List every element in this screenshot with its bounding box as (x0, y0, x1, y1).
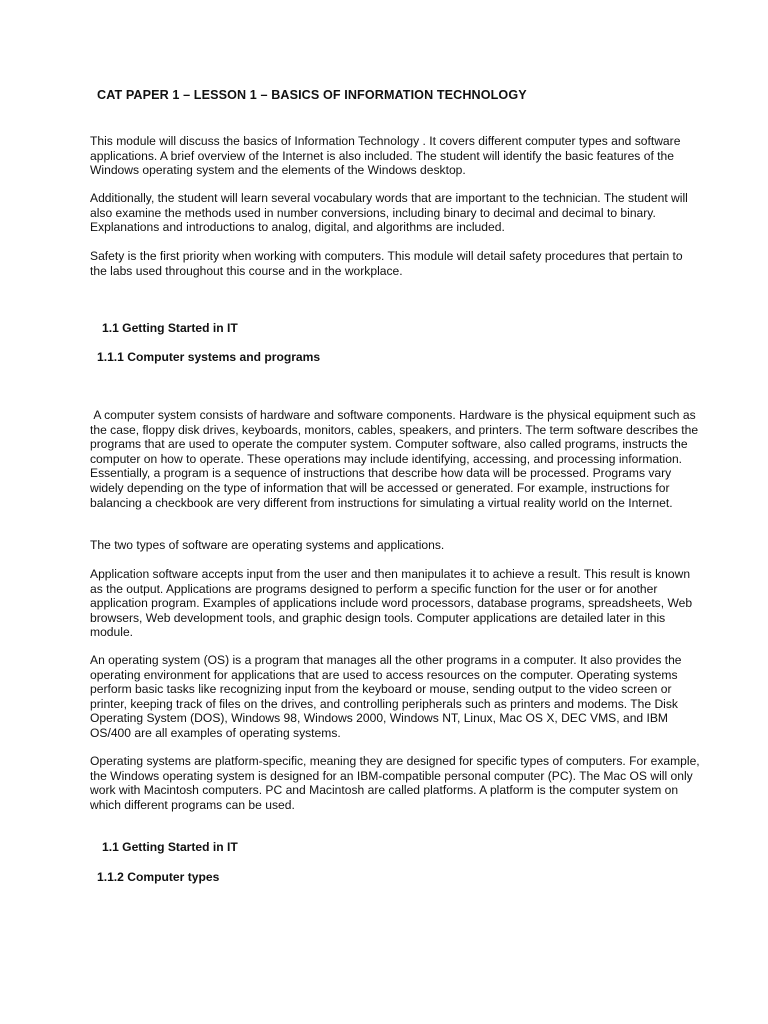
body-paragraph-platforms: Operating systems are platform-specific, meaning they are designed for specific types of computers. For example, the Windows operating system is designed for an IBM-compatible personal computer (PC). The Mac OS will only work with Macintosh computers. PC and Macintosh are called platforms. A platform is the computer system on which different programs can be used. (90, 754, 700, 812)
subsection-heading-1-1-2: 1.1.2 Computer types (97, 870, 220, 884)
body-paragraph-application-software: Application software accepts input from the user and then manipulates it to achieve a result. This result is known as the output. Applications are programs designed to perform a specific function for the user or for another application program. Examples of applications include word processors, database programs, spreadsheets, Web browsers, Web development tools, and graphic design tools. Computer applications are detailed later in this module. (90, 567, 693, 640)
body-paragraph-operating-system: An operating system (OS) is a program that manages all the other programs in a computer. It also provides the operating environment for applications that are used to access resources on the computer. Operating systems perform basic tasks like recognizing input from the keyboard or mouse, sending output to the video screen or printer, keeping track of files on the drives, and controlling peripherals such as printers and modems. The Disk Operating System (DOS), Windows 98, Windows 2000, Windows NT, Linux, Mac OS X, DEC VMS, and IBM OS/400 are all examples of operating systems. (90, 653, 682, 740)
subsection-heading-1-1-1: 1.1.1 Computer systems and programs (97, 350, 321, 364)
document-title: CAT PAPER 1 – LESSON 1 – BASICS OF INFORMATION TECHNOLOGY (97, 88, 527, 102)
intro-paragraph-2: Additionally, the student will learn several vocabulary words that are important to the technician. The student will also examine the methods used in number conversions, including binary to decimal and decimal to binary. Explanations and introductions to analog, digital, and algorithms are included. (90, 191, 688, 235)
intro-paragraph-3: Safety is the first priority when working with computers. This module will detail safety procedures that pertain to the labs used throughout this course and in the workplace. (90, 249, 683, 278)
body-paragraph-software-types: The two types of software are operating systems and applications. (90, 538, 445, 552)
intro-paragraph-1: This module will discuss the basics of Information Technology . It covers different computer types and software applications. A brief overview of the Internet is also included. The student will identify the basic features of the Windows operating system and the elements of the Windows desktop. (90, 134, 681, 178)
section-heading-2: 1.1 Getting Started in IT (102, 840, 238, 854)
section-heading-1: 1.1 Getting Started in IT (102, 321, 238, 335)
body-paragraph-computer-system: A computer system consists of hardware and software components. Hardware is the physical equipment such as the case, floppy disk drives, keyboards, monitors, cables, speakers, and printers. The term software describes the programs that are used to operate the computer system. Computer software, also called programs, instructs the computer on how to operate. These operations may include identifying, accessing, and processing information. Essentially, a program is a sequence of instructions that describe how data will be processed. Programs vary widely depending on the type of information that will be accessed or generated. For example, instructions for balancing a checkbook are very different from instructions for simulating a virtual reality world on the Internet. (90, 408, 702, 510)
